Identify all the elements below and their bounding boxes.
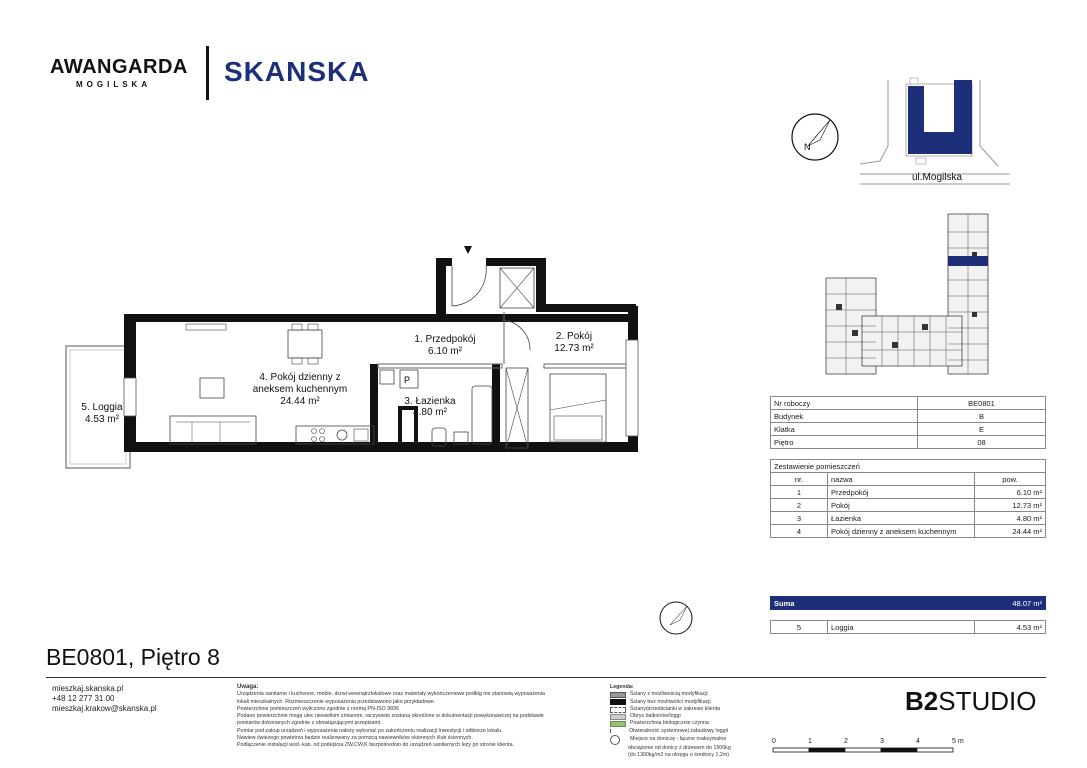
legend-label: Miejsce na doniczę - łączne maksymalne	[630, 736, 727, 743]
info-key: Klatka	[771, 423, 918, 436]
column-header-name: nazwa	[828, 473, 975, 486]
scale-label: 3	[880, 738, 884, 745]
room4-area: 24.44 m²	[280, 396, 320, 407]
note-line: pomiarów dokonanych zgodnie z obowiązującymi przepisami.	[237, 720, 382, 727]
street-label: ul.Mogilska	[911, 172, 963, 183]
north-arrow-small-icon	[658, 600, 694, 636]
brand-name: AWANGARDA	[50, 56, 188, 78]
legend-item	[610, 706, 770, 713]
room3-area: 4.80 m²	[413, 407, 447, 418]
info-key: Budynek	[771, 410, 918, 423]
legend-item	[610, 720, 770, 727]
site-plan	[860, 76, 1010, 186]
north-label: N	[804, 142, 811, 152]
info-value: 08	[918, 436, 1046, 449]
legend-item	[610, 728, 770, 735]
room-nr: 4	[771, 525, 828, 538]
info-value: BE0801	[918, 397, 1046, 410]
room-name: Przedpokój	[828, 486, 975, 499]
legend-label: Ściany/przedścianki w zakresie klienta	[630, 705, 721, 712]
table-row	[771, 423, 1046, 436]
legend-item	[610, 691, 770, 698]
table-row	[771, 512, 1046, 525]
brand-separator	[206, 46, 209, 100]
table-row	[771, 525, 1046, 538]
legend-label: Powierzchnia biologicznie czynna	[630, 720, 709, 727]
table-row	[771, 486, 1046, 499]
room5-name: 5. Loggia	[81, 402, 123, 413]
notes-block	[237, 684, 577, 750]
table-row	[771, 621, 1046, 634]
room-area: 6.10 m²	[975, 486, 1046, 499]
note-line: Powierzchnie pomieszczeń wyliczono zgodnie z normą PN-ISO 9836	[237, 705, 399, 712]
legend-swatch	[610, 721, 626, 727]
table-row	[771, 499, 1046, 512]
legend-item	[610, 745, 770, 752]
loggia-nr: 5	[771, 621, 828, 634]
note-line: lokali mieszkalnych. Rozmieszczenie wyposażenia przedstawiono jako przykładowe.	[237, 698, 436, 705]
room-name: Pokój	[828, 499, 975, 512]
column-header-nr: nr.	[771, 473, 828, 486]
building-key-plan	[822, 212, 1002, 378]
scale-bar-graphic	[772, 747, 962, 755]
legend-swatch	[610, 699, 626, 705]
legend-item	[610, 699, 770, 706]
loggia-area: 4.53 m²	[975, 621, 1046, 634]
notes-heading: Uwaga:	[237, 684, 259, 690]
column-header-area: pow.	[975, 473, 1046, 486]
legend-item	[610, 752, 770, 759]
rooms-table-title: Zestawienie pomieszczeń	[771, 460, 1046, 473]
legend-swatch	[610, 729, 617, 733]
developer-logo: SKANSKA	[224, 56, 370, 87]
legend-heading: Legenda:	[610, 684, 634, 690]
room-area: 24.44 m²	[975, 525, 1046, 538]
table-header-row	[771, 473, 1046, 486]
legend-swatch	[610, 707, 626, 713]
legend-item	[610, 735, 770, 745]
room4-name-line1: 4. Pokój dzienny z	[259, 372, 341, 383]
room-area: 12.73 m²	[975, 499, 1046, 512]
brand-sub: MOGILSKA	[76, 80, 152, 89]
info-key: Piętro	[771, 436, 918, 449]
legend-swatch	[610, 692, 626, 698]
page-title: BE0801, Piętro 8	[46, 644, 220, 670]
legend-swatch	[610, 735, 620, 745]
studio-logo-bold: B2	[905, 686, 939, 716]
room-nr: 3	[771, 512, 828, 525]
legend-swatch	[610, 747, 624, 751]
floor-plan	[60, 240, 650, 480]
note-line: Nawiew świeżego powietrza będzie realizowany za pomocą nawiewników okiennych i/lub ściennych.	[237, 735, 473, 742]
svg-text:P: P	[404, 375, 411, 385]
contact-email[interactable]: mieszkaj.krakow@skanska.pl	[52, 704, 157, 713]
room-area: 4.80 m²	[975, 512, 1046, 525]
scale-label: 1	[808, 738, 812, 745]
legend-item	[610, 713, 770, 720]
room2-area: 12.73 m²	[554, 343, 594, 354]
room1-name: 1. Przedpokój	[414, 334, 476, 345]
room3-name: 3. Łazienka	[404, 396, 456, 407]
sum-row	[771, 597, 1046, 610]
legend-block	[610, 684, 770, 760]
room-nr: 2	[771, 499, 828, 512]
table-row	[771, 397, 1046, 410]
note-line: Podłączenie instalacji wod.-kan. od podejścia ZW,CW,K bezpośrednio do urządzeń sanitarnych leży po stronie klienta.	[237, 742, 515, 749]
legend-swatch	[610, 714, 626, 720]
footer-divider	[46, 677, 1046, 678]
room-nr: 1	[771, 486, 828, 499]
scale-label: 4	[916, 738, 920, 745]
rooms-table	[770, 459, 1046, 538]
info-value: B	[918, 410, 1046, 423]
table-row	[771, 410, 1046, 423]
studio-logo-rest: STUDIO	[938, 686, 1037, 716]
room5-area: 4.53 m²	[85, 414, 119, 425]
legend-label: Ściany z możliwością modyfikacji	[630, 691, 708, 698]
sum-value: 48.07 m²	[975, 597, 1046, 610]
contact-block	[52, 684, 157, 714]
sum-table	[770, 596, 1046, 610]
scale-label: 5 m	[952, 738, 964, 745]
legend-swatch	[610, 754, 624, 758]
room-name: Pokój dzienny z aneksem kuchennym	[828, 525, 975, 538]
room4-name-line2: aneksem kuchennym	[252, 384, 348, 395]
legend-label: obciążenie od donicy z drzewem do 1500kg	[628, 745, 731, 752]
loggia-name: Loggia	[828, 621, 975, 634]
room2-name: 2. Pokój	[555, 331, 593, 342]
table-row	[771, 436, 1046, 449]
info-key: Nr roboczy	[771, 397, 918, 410]
apartment-info-table	[770, 396, 1046, 449]
scale-label: 2	[844, 738, 848, 745]
sum-label: Suma	[771, 597, 975, 610]
info-value: E	[918, 423, 1046, 436]
note-line: Pomiar pod zakup urządzeń i wyposażenia należy wykonać po zakończeniu realizacji Inwestycji i odbiorze lokalu.	[237, 727, 503, 734]
contact-phone[interactable]: +48 12 277 31 00	[52, 694, 115, 703]
room1-area: 6.10 m²	[428, 346, 462, 357]
north-arrow-icon	[790, 112, 840, 162]
room-name: Łazienka	[828, 512, 975, 525]
legend-label: Otwieralność systemowej zabudowy loggii	[629, 727, 728, 734]
table-title-row	[771, 460, 1046, 473]
scale-label: 0	[772, 738, 776, 745]
scale-bar	[772, 738, 972, 758]
contact-web[interactable]: mieszkaj.skanska.pl	[52, 684, 124, 693]
legend-label: Ściany bez możliwości modyfikacji	[630, 698, 711, 705]
loggia-table	[770, 620, 1046, 634]
legend-label: Obrys balkonów/loggi	[630, 713, 681, 720]
note-line: Podane powierzchnie mogą ulec niewielkim zmianom, raczywiste zostaną określone w dokumentacji powykonawczej na podstawie	[237, 713, 544, 720]
note-line: Urządzenia sanitarne i kuchenne, meble, drzwi wewnątrzlokalowe oraz materiały wykończeniowe podłóg nie stanowią wyposażenia	[237, 691, 545, 698]
studio-logo	[905, 686, 1036, 717]
legend-label: (do 1300kg/m2 na okręgu o średnicy 1,2m)	[628, 752, 729, 759]
